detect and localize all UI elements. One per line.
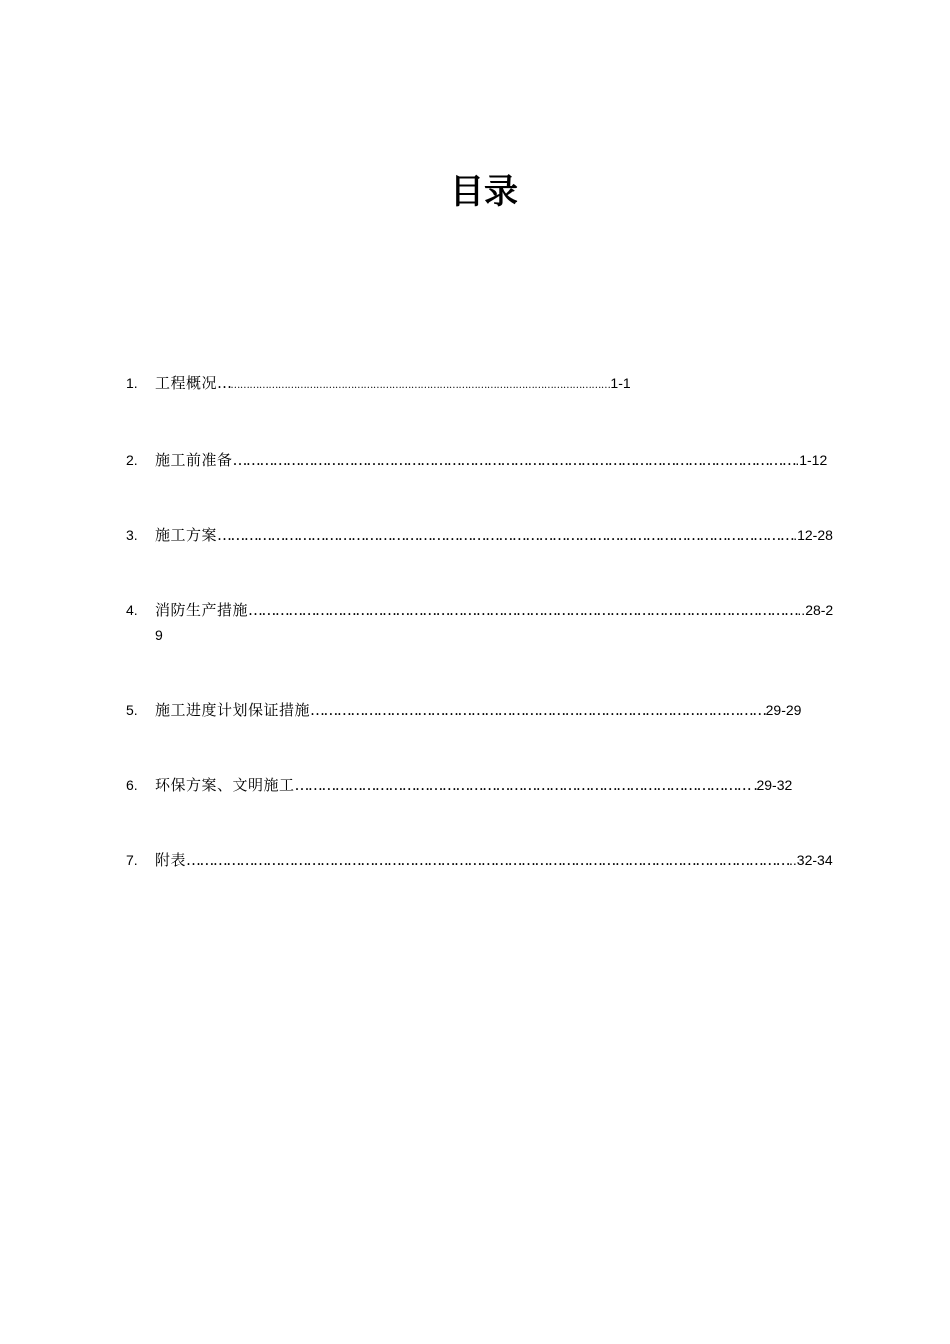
toc-entry-heading: 工程概况	[155, 374, 218, 392]
toc-entry-body	[155, 448, 835, 473]
toc-entry-3[interactable]	[126, 523, 846, 548]
toc-entry-body	[155, 598, 835, 648]
toc-entry-heading: 施工方案	[155, 526, 218, 544]
toc-entry-number: 7.	[126, 852, 138, 868]
toc-entry-2[interactable]	[126, 448, 846, 473]
toc-entry-heading: 附表	[155, 851, 187, 869]
toc-entry-page: ..32-34	[789, 852, 833, 868]
toc-entry-body	[155, 523, 835, 548]
toc-entry-1[interactable]	[126, 371, 846, 398]
toc-entry-number: 4.	[126, 602, 138, 618]
toc-entry-heading: 环保方案、文明施工	[155, 776, 295, 794]
toc-entry-heading: 施工前准备	[155, 451, 233, 469]
toc-entry-leader: …………………………………………………………………………………………	[310, 701, 766, 719]
toc-entry-leader: …………………………………………………………………………………………………………	[230, 380, 611, 391]
toc-entry-page: ..28-29	[155, 602, 834, 643]
toc-entry-leader: …………………………………………………………………………………………………………………	[217, 526, 794, 544]
toc-entry-heading: 施工进度计划保证措施	[155, 701, 311, 719]
toc-entry-number: 6.	[126, 777, 138, 793]
toc-entry-5[interactable]	[126, 698, 846, 723]
toc-entry-page: 29-29	[765, 702, 802, 718]
toc-entry-leader: ………………………………………………………………………………………………………………………	[186, 851, 790, 869]
toc-title: 目录	[450, 172, 518, 212]
toc-entry-leader: ………………………………………………………………………………………………………………	[232, 451, 796, 469]
toc-entry-body	[155, 848, 835, 873]
toc-entry-body	[155, 698, 835, 723]
toc-entry-number: 5.	[126, 702, 138, 718]
toc-entry-6[interactable]	[126, 773, 846, 798]
table-of-contents	[126, 371, 846, 923]
toc-entry-body	[155, 371, 835, 398]
toc-entry-leader: ………………………………………………………………………………………… .	[294, 776, 757, 794]
toc-entry-number: 2.	[126, 452, 138, 468]
toc-entry-number: 3.	[126, 527, 138, 543]
toc-entry-body	[155, 773, 835, 798]
toc-entry-page: .12-28	[793, 527, 833, 543]
toc-entry-4[interactable]	[126, 598, 846, 648]
toc-entry-page: .1-12	[795, 452, 828, 468]
toc-entry-page: 1-1	[610, 375, 631, 391]
toc-entry-7[interactable]	[126, 848, 846, 873]
toc-entry-lead: …	[217, 374, 231, 392]
toc-entry-leader: ……………………………………………………………………………………………………………	[248, 601, 798, 619]
toc-entry-page: 29-32	[756, 777, 793, 793]
toc-entry-heading: 消防生产措施	[155, 601, 249, 619]
toc-entry-number: 1.	[126, 375, 138, 391]
